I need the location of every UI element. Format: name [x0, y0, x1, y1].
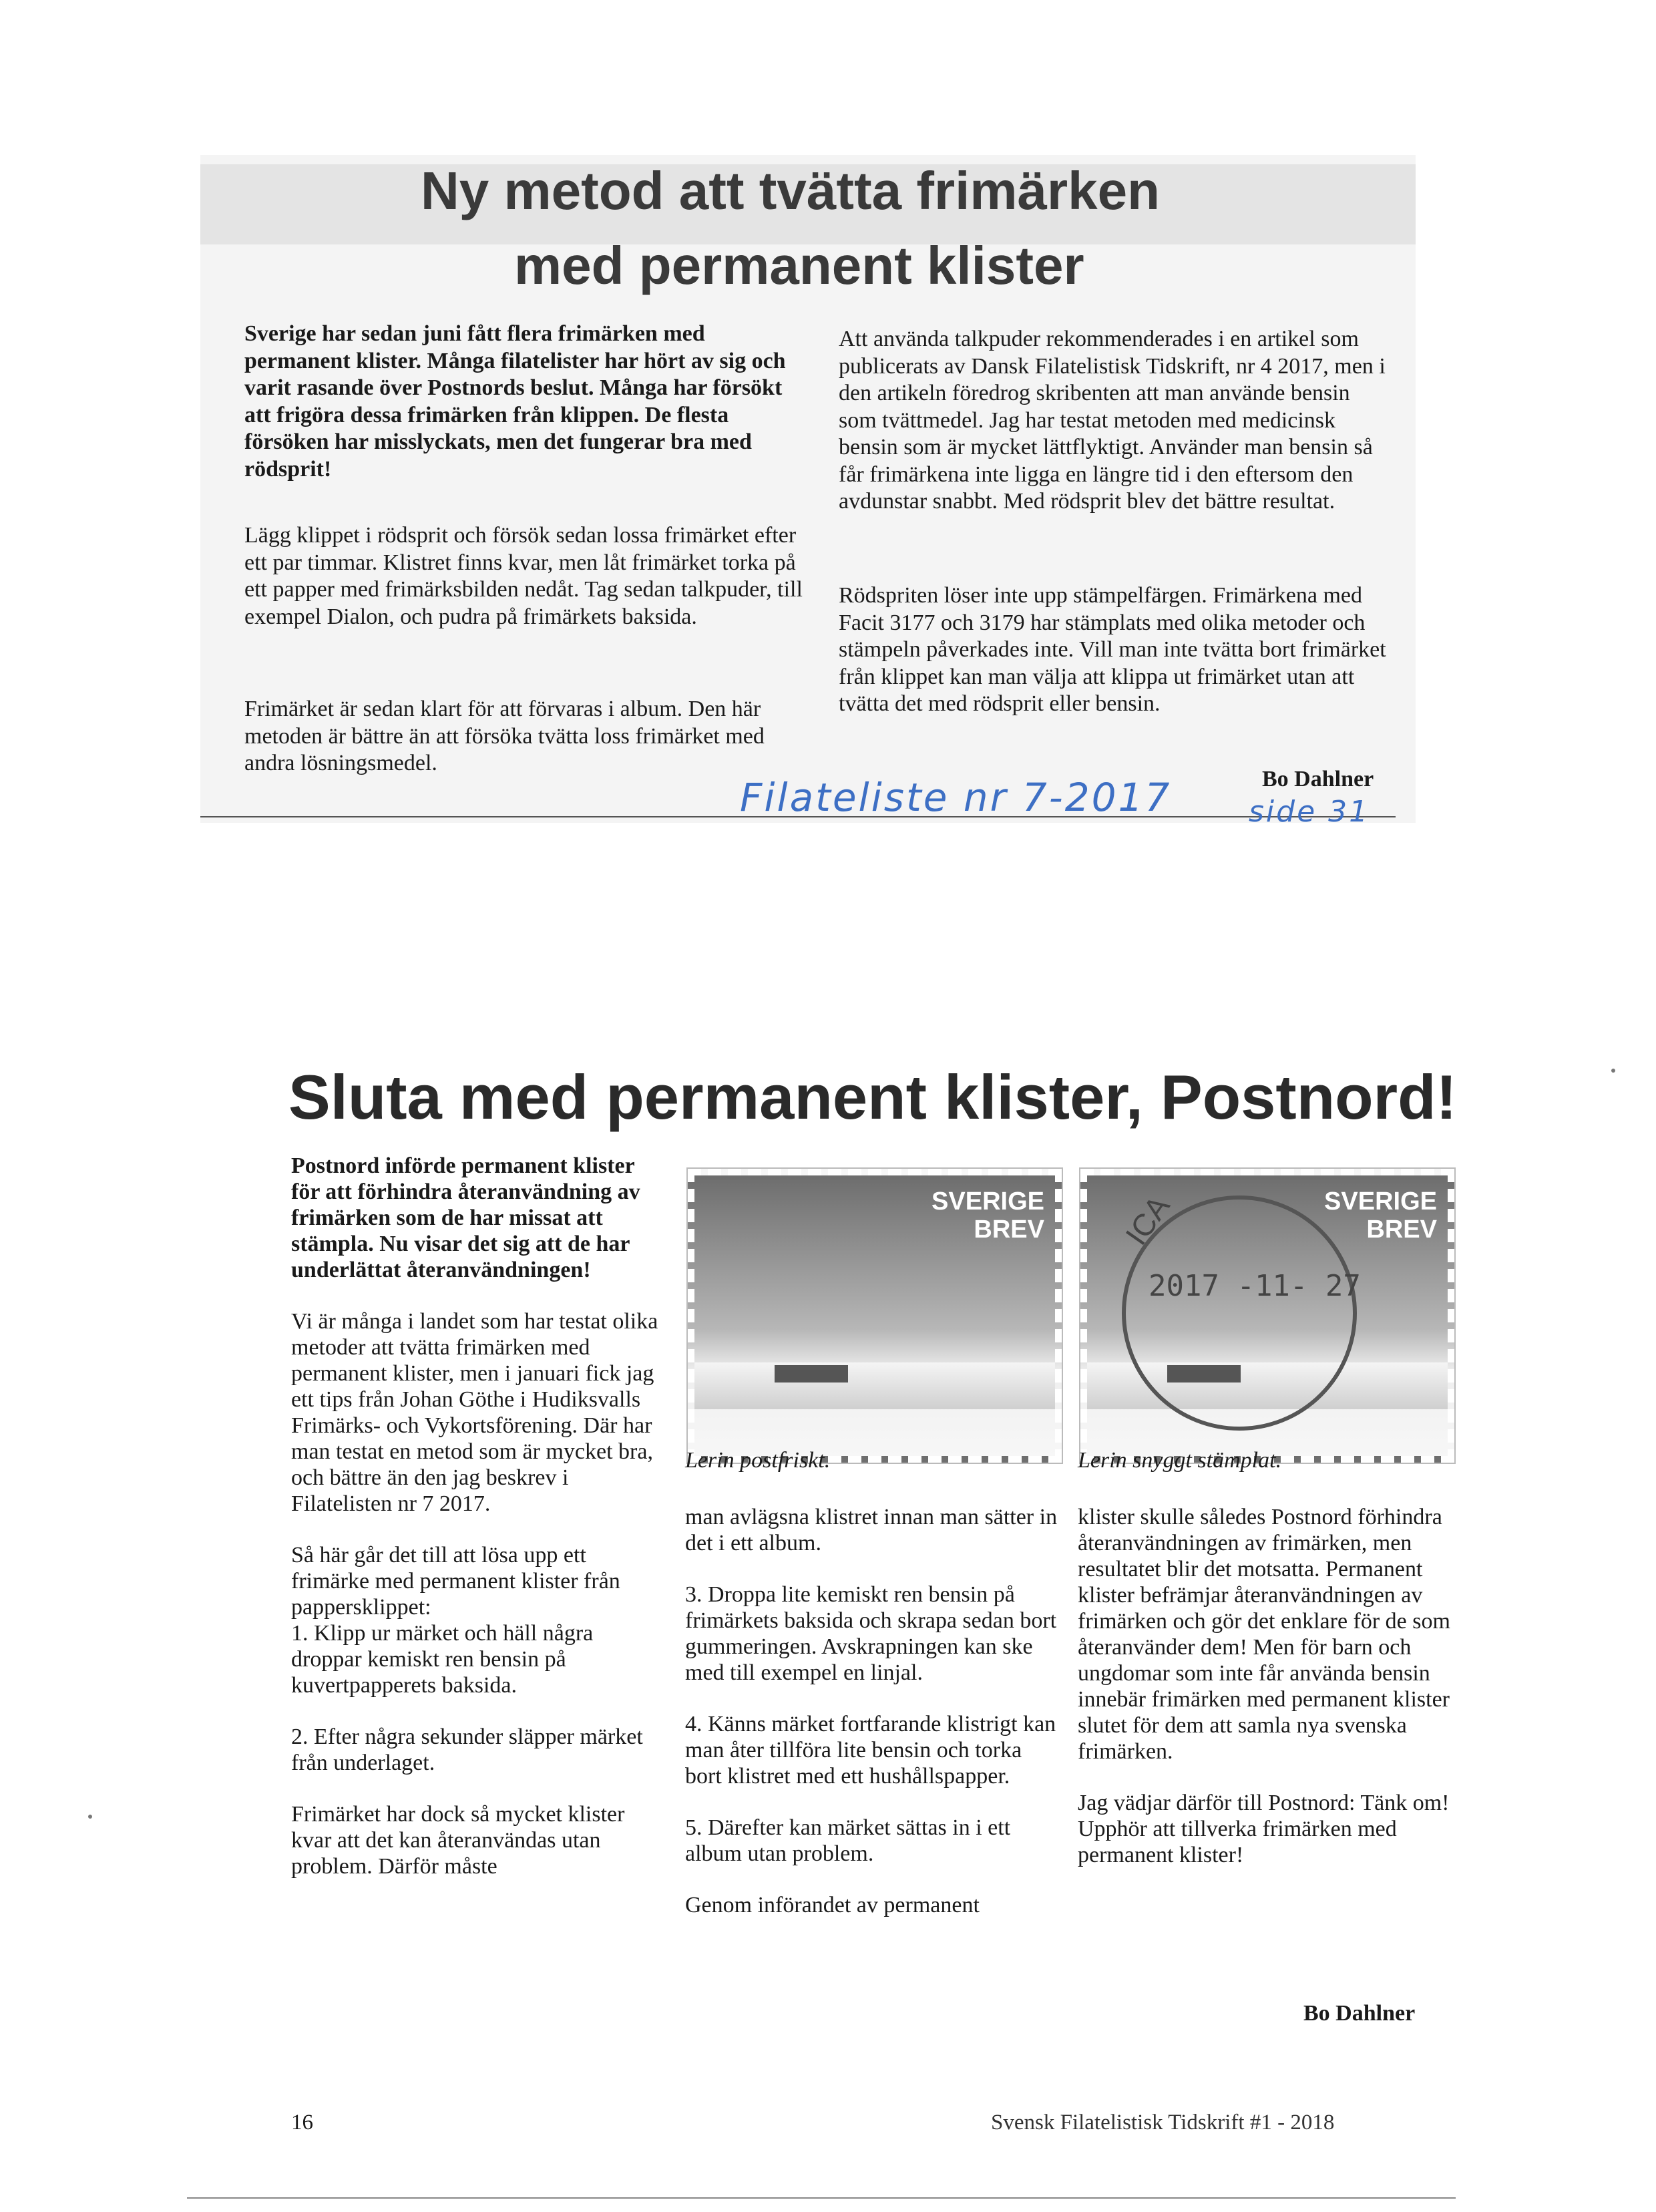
article2-column-3: [1078, 1504, 1452, 1893]
speck: [88, 1815, 92, 1819]
article1-lead: Sverige har sedan juni fått flera frimärken med permanent klister. Många filatelister har hört av sig och varit rasande över Postnords beslut. Många har försökt att frigöra dessa frimärken från klippen. De flesta försöken har misslyckats, men det fungerar bra med rödsprit!: [244, 321, 786, 482]
stamp-houses: [775, 1365, 848, 1382]
article1-title-line2: med permanent klister: [514, 236, 1084, 295]
article2-column-2: [685, 1504, 1059, 1944]
stamp-value: BREV: [1366, 1216, 1437, 1244]
article1-para3: Frimärket är sedan klart för att förvaras i album. Den här metoden är bättre än att försöka tvätta loss frimärket med andra lösningsmedel.: [244, 697, 765, 775]
article1-signature: Bo Dahlner: [1262, 767, 1374, 791]
page-number: 16: [291, 2110, 313, 2135]
article2-title: Sluta med permanent klister, Postnord!: [288, 1062, 1457, 1132]
stamp-mint-caption: Lerin postfriskt.: [685, 1448, 831, 1473]
article1-title-line1: Ny metod att tvätta frimärken: [421, 161, 1160, 220]
postmark-town: ICA: [1118, 1189, 1177, 1252]
article1-right-para2: Rödspriten löser inte upp stämpelfärgen. Frimärkena med Facit 3177 och 3179 har stämplats med olika metoder och stämpeln påverkades inte. Vill man inte tvätta bort frimärket från klippet kan man välja att klippa ut frimärket utan att tvätta det med rödsprit eller bensin.: [839, 583, 1386, 716]
article1-para2: Lägg klippet i rödsprit och försök sedan lossa frimärket efter ett par timmar. Klistret finns kvar, men låt frimärket torka på ett papper med frimärksbilden nedåt. Tag sedan talkpuder, till exempel Dialon, och pudra på frimärkets baksida.: [244, 523, 803, 629]
article2-col1-para: Vi är många i landet som har testat olika metoder att tvätta frimärken med permanent klister, men i januari fick jag ett tips från Johan Göthe i Hudiksvalls Frimärks- och Vykortsförening. Där har man testat en metod som är mycket bra, och bättre än den jag beskrev i Filatelisten nr 7 2017.: [291, 1309, 658, 1516]
stamp-country: SVERIGE: [932, 1187, 1044, 1216]
article2-col3-para: Jag vädjar därför till Postnord: Tänk om! Upphör att tillverka frimärken med permanent klister!: [1078, 1791, 1450, 1867]
article2-column-1: [291, 1153, 665, 1905]
speck: [1611, 1069, 1615, 1073]
article2-col2-para: 4. Känns märket fortfarande klistrigt kan man åter tillföra lite bensin och torka bort klistret med ett hushållspapper.: [685, 1712, 1056, 1789]
handwritten-page-note: side 31: [1249, 795, 1370, 829]
stamp-mint-label: [932, 1187, 1044, 1244]
article2-col1-para: Frimärket har dock så mycket klister kvar att det kan återanvändas utan problem. Därför måste: [291, 1802, 625, 1879]
handwritten-source-note: Filateliste nr 7-2017: [740, 775, 1172, 820]
article2-col1-para: 2. Efter några sekunder släpper märket från underlaget.: [291, 1724, 643, 1775]
publication-footer: Svensk Filatelistisk Tidskrift #1 - 2018: [991, 2110, 1335, 2135]
article2-lead: Postnord införde permanent klister för att förhindra återanvändning av frimärken som de har missat att stämpla. Nu visar det sig att de har underlättat återanvändningen!: [291, 1153, 640, 1282]
stamp-country: SVERIGE: [1324, 1187, 1437, 1216]
article2-signature: Bo Dahlner: [1303, 2001, 1416, 2026]
postmark-date: 2017 -11- 27: [1149, 1269, 1361, 1303]
article2-col3-para: klister skulle således Postnord förhindra återanvändningen av frimärken, men resultatet blir det motsatta. Permanent klister befrämjar återanvändningen av frimärken och gör det enklare för de som återanvänder dem! Men för barn och ungdomar som inte får använda bensin innebär frimärken med permanent klister slutet för dem att samla nya svenska frimärken.: [1078, 1505, 1450, 1764]
stamp-mint-image: [688, 1169, 1062, 1463]
stamp-cancelled-caption: Lerin snyggt stämplat.: [1078, 1448, 1282, 1473]
stamp-cancelled-label: [1324, 1187, 1437, 1244]
article2-col2-para: 5. Därefter kan märket sättas in i ett album utan problem.: [685, 1815, 1011, 1866]
article2-col2-para: Genom införandet av permanent: [685, 1893, 980, 1917]
stamp-landscape: [694, 1362, 1055, 1409]
bottom-rule: [187, 2197, 1456, 2199]
article1-right-para1: Att använda talkpuder rekommenderades i en artikel som publicerats av Dansk Filatelistisk Tidskrift, nr 4 2017, men i den artikeln föredrog skribenten att man använde bensin som tvättmedel. Jag har testat metoden med medicinsk bensin som är mycket lättflyktigt. Använder man bensin så får frimärkena inte ligga en längre tid i den eftersom den avdunstar snabbt. Med rödsprit blev det bättre resultat.: [839, 327, 1386, 514]
stamp-value: BREV: [974, 1216, 1044, 1244]
article2-col2-para: 3. Droppa lite kemiskt ren bensin på frimärkets baksida och skrapa sedan bort gummeringen. Avskrapningen kan ske med till exempel en linjal.: [685, 1582, 1057, 1685]
article2-col1-para: Så här går det till att lösa upp ett frimärke med permanent klister från pappersklippet: 1. Klipp ur märket och häll några droppar kemiskt ren bensin på kuvertpapperets baksida.: [291, 1543, 620, 1698]
article2-col2-para: man avlägsna klistret innan man sätter in det i ett album.: [685, 1505, 1058, 1555]
